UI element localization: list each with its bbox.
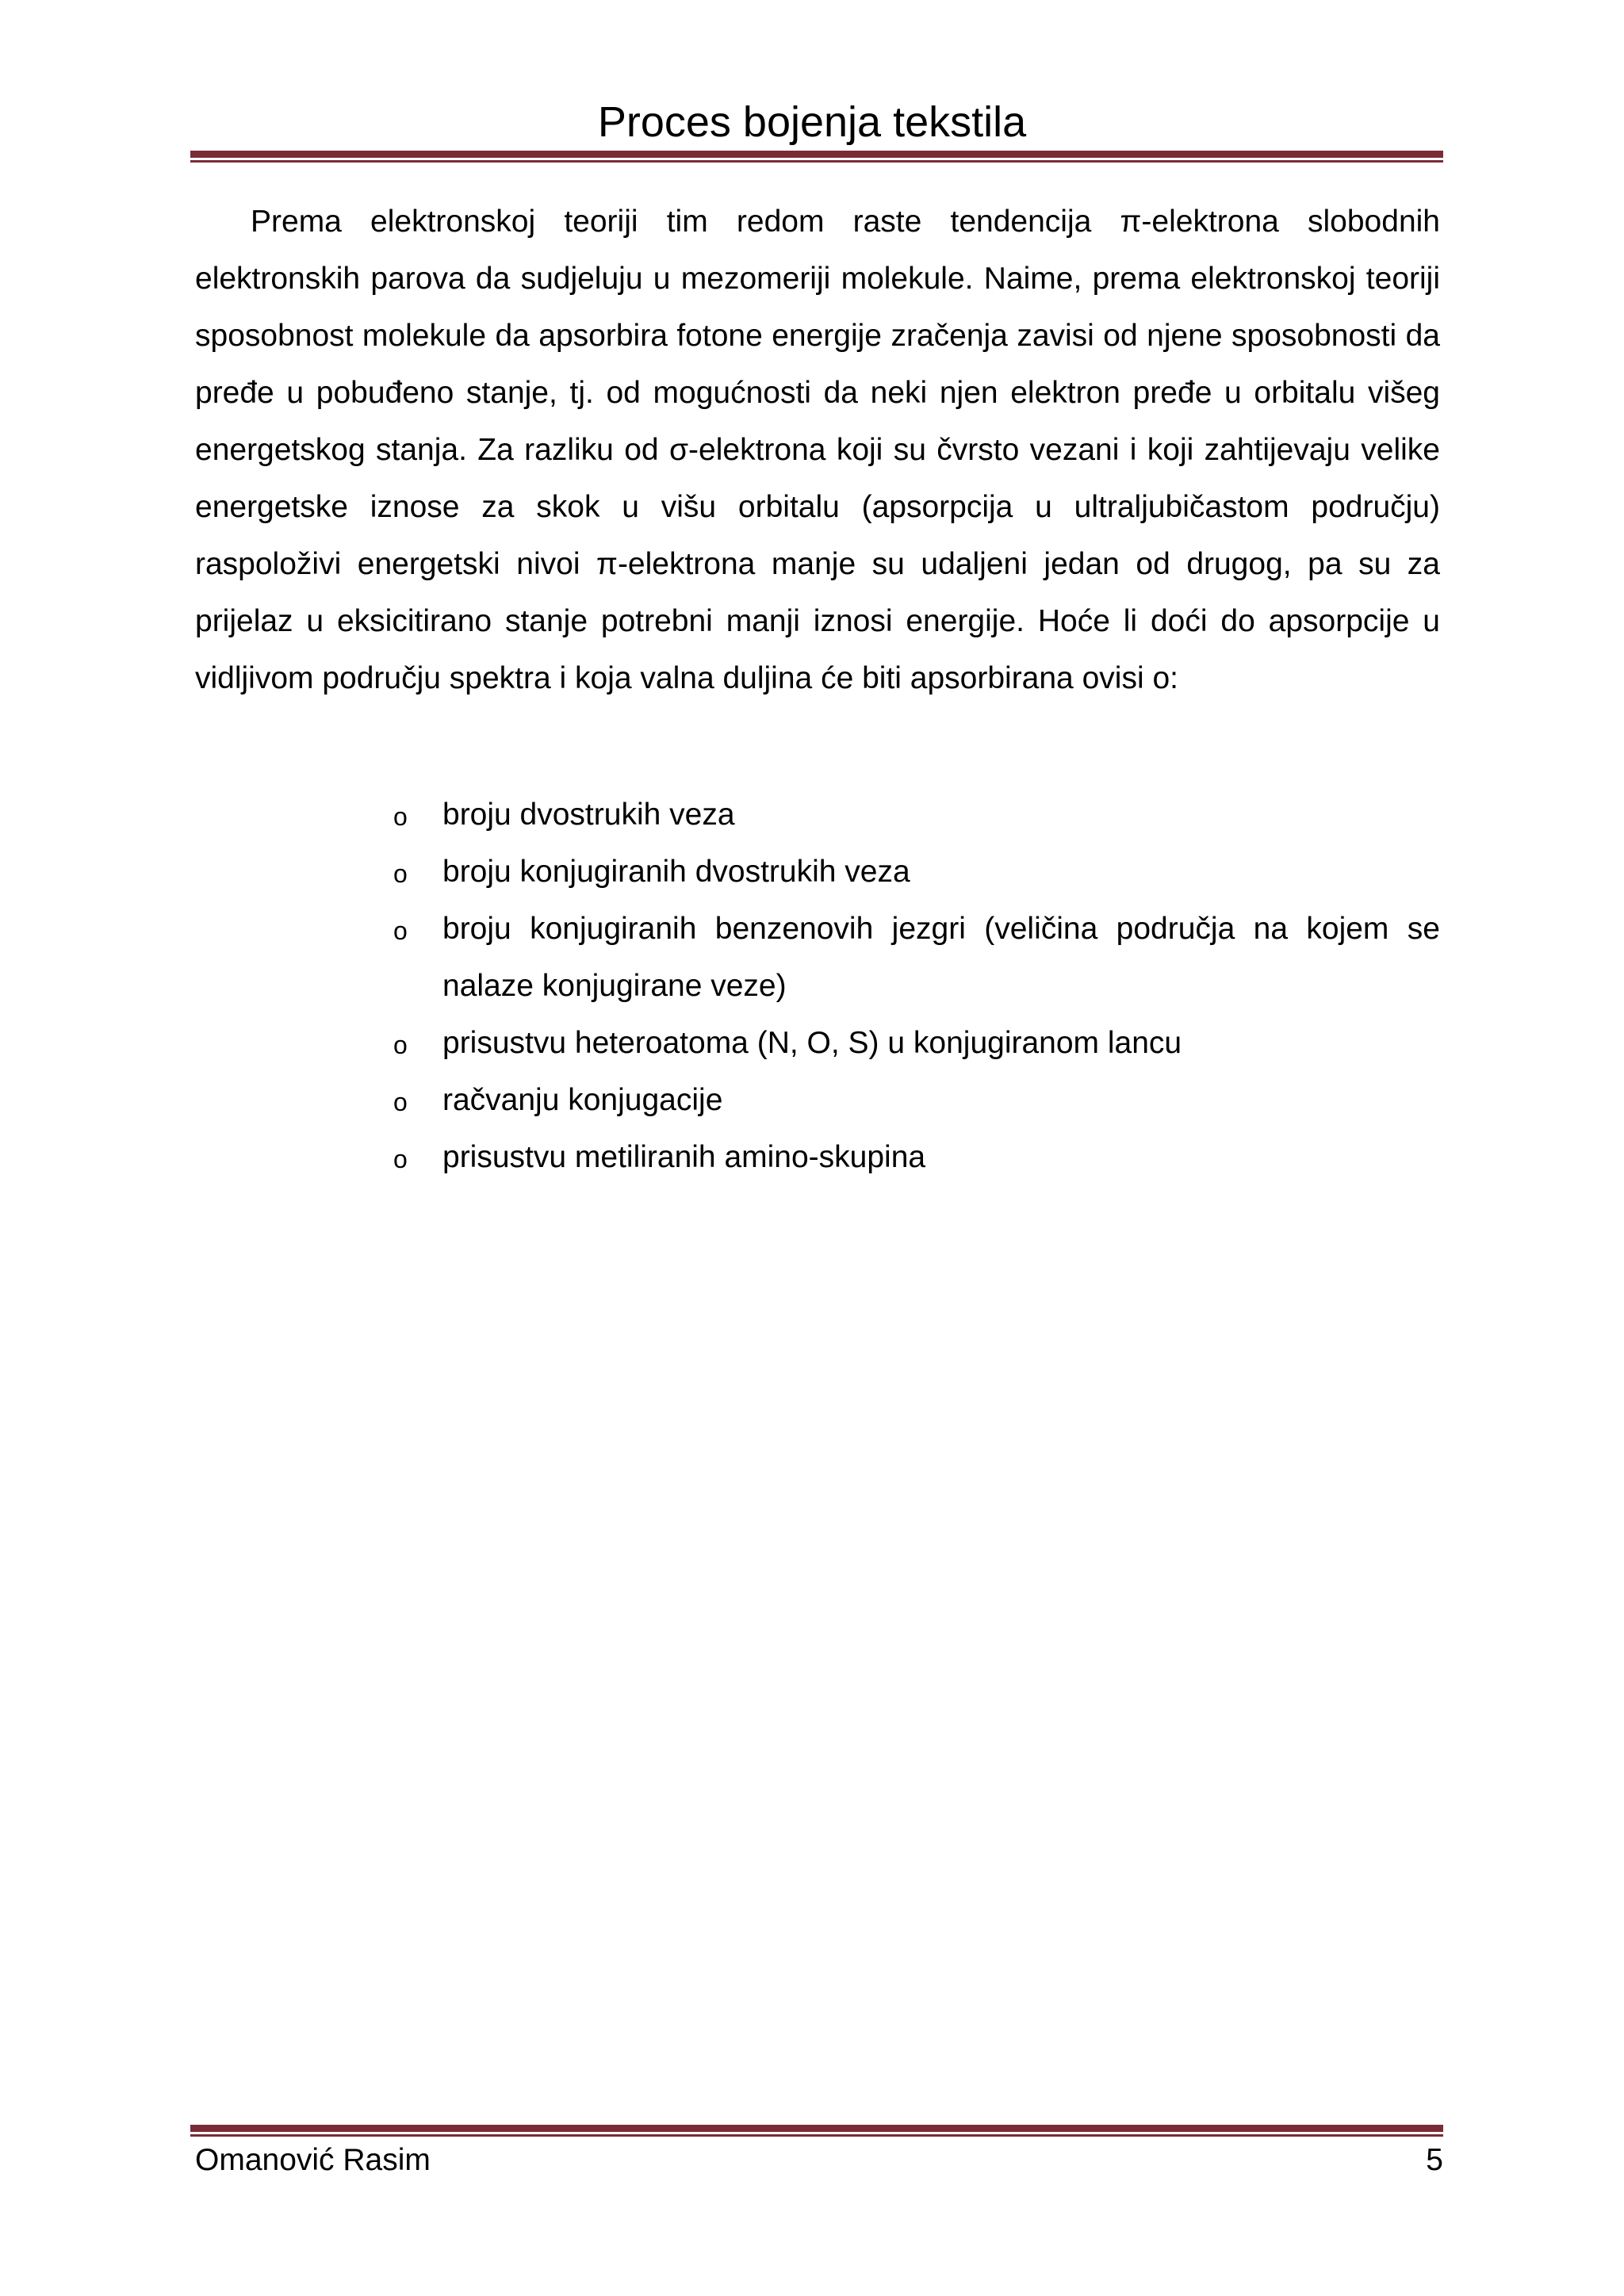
list-item-text: broju konjugiranih dvostrukih veza (442, 855, 910, 889)
hollow-bullet-icon: o (393, 1031, 408, 1059)
page-number: 5 (1426, 2143, 1443, 2177)
criteria-bullet-list (381, 786, 1440, 1186)
header-divider-thick-line (190, 151, 1443, 158)
list-item (381, 1072, 1440, 1129)
hollow-bullet-icon: o (393, 802, 408, 831)
list-item (381, 901, 1440, 1015)
page-header-title: Proces bojenja tekstila (597, 98, 1027, 146)
hollow-bullet-icon: o (393, 1145, 408, 1173)
list-item-text: broju dvostrukih veza (442, 798, 735, 832)
header-divider-thin-line (190, 160, 1443, 163)
body-paragraph: Prema elektronskoj teoriji tim redom raste tendencija π-elektrona slobodnih elektronskih parova da sudjeluju u mezomeriji molekule. Naime, prema elektronskoj teoriji sposobnost molekule da apsorbira fotone energije zračenja zavisi od njene sposobnosti da pređe u pobuđeno stanje, tj. od mogućnosti da neki njen elektron pređe u orbitalu višeg energetskog stanja. Za razliku od σ-elektrona koji su čvrsto vezani i koji zahtijevaju velike energetske iznose za skok u višu orbitalu (apsorpcija u ultraljubičastom području) raspoloživi energetski nivoi π-elektrona manje su udaljeni jedan od drugog, pa su za prijelaz u eksicitirano stanje potrebni manji iznosi energije. Hoće li doći do apsorpcije u vidljivom području spektra i koja valna duljina će biti apsorbirana ovisi o: (195, 205, 1440, 695)
header-divider (190, 151, 1443, 163)
hollow-bullet-icon: o (393, 1088, 408, 1116)
hollow-bullet-icon: o (393, 859, 408, 888)
footer-author: Omanović Rasim (195, 2143, 431, 2177)
footer-divider-thick-line (190, 2125, 1443, 2132)
list-item (381, 1129, 1440, 1186)
list-item-text: račvanju konjugacije (442, 1083, 723, 1117)
list-item (381, 786, 1440, 844)
list-item (381, 844, 1440, 901)
list-item-text: broju konjugiranih benzenovih jezgri (veličina područja na kojem se nalaze konjugirane veze) (442, 912, 1440, 1003)
footer-divider-thin-line (190, 2134, 1443, 2137)
footer-divider (190, 2125, 1443, 2137)
list-item-text: prisustvu metiliranih amino-skupina (442, 1140, 926, 1174)
hollow-bullet-icon: o (393, 916, 408, 945)
list-item (381, 1015, 1440, 1072)
list-item-text: prisustvu heteroatoma (N, O, S) u konjugiranom lancu (442, 1026, 1182, 1060)
